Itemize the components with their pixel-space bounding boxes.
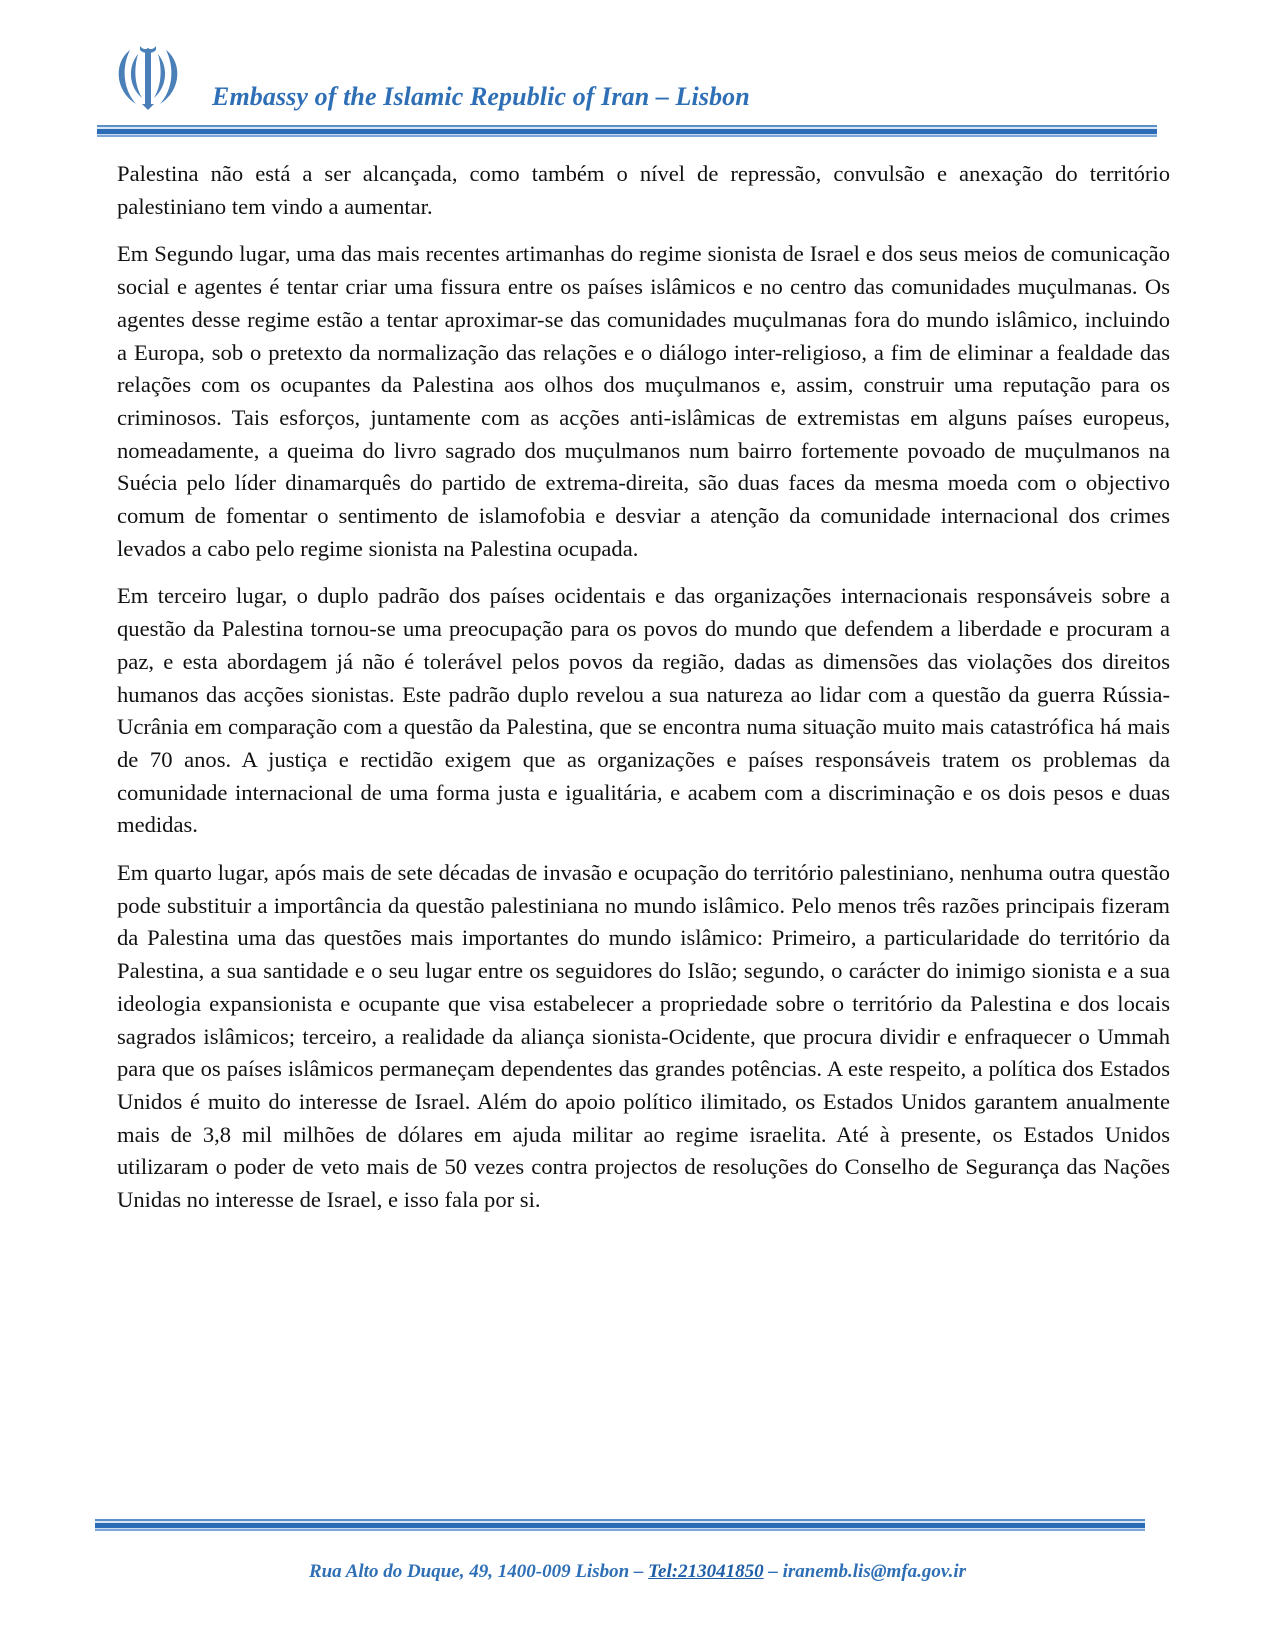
footer-separator: – [763, 1561, 783, 1582]
footer-tel-link[interactable]: Tel:213041850 [648, 1561, 764, 1582]
header-divider [97, 125, 1157, 137]
letter-body [117, 158, 1170, 1232]
embassy-title: Embassy of the Islamic Republic of Iran – Lisbon [212, 82, 750, 111]
paragraph: Em quarto lugar, após mais de sete décadas de invasão e ocupação do território palestiniano, nenhuma outra questão pode substituir a importância da questão palestiniana no mundo islâmico. Pelo menos três razões principais fizeram da Palestina uma das questões mais importantes do mundo islâmico: Primeiro, a particularidade do território da Palestina, a sua santidade e o seu lugar entre os seguidores do Islão; segundo, o carácter do inimigo sionista e a sua ideologia expansionista e ocupante que visa estabelecer a propriedade sobre o território da Palestina e dos locais sagrados islâmicos; terceiro, a realidade da aliança sionista-Ocidente, que procura dividir e enfraquecer o Ummah para que os países islâmicos permaneçam dependentes das grandes potências. A este respeito, a política dos Estados Unidos é muito do interesse de Israel. Além do apoio político ilimitado, os Estados Unidos garantem anualmente mais de 3,8 mil milhões de dólares em ajuda militar ao regime israelita. Até à presente, os Estados Unidos utilizaram o poder de veto mais de 50 vezes contra projectos de resoluções do Conselho de Segurança das Nações Unidas no interesse de Israel, e isso fala por si. [117, 860, 1170, 1213]
paragraph: Palestina não está a ser alcançada, como também o nível de repressão, convulsão e anexação do território palestiniano tem vindo a aumentar. [117, 161, 1170, 219]
footer-email: iranemb.lis@mfa.gov.ir [782, 1561, 967, 1582]
iran-emblem-icon [108, 42, 188, 112]
footer-address: Rua Alto do Duque, 49, 1400-009 Lisbon [308, 1561, 630, 1582]
paragraph: Em Segundo lugar, uma das mais recentes artimanhas do regime sionista de Israel e dos seus meios de comunicação social e agentes é tentar criar uma fissura entre os países islâmicos e no centro das comunidades muçulmanas. Os agentes desse regime estão a tentar aproximar-se das comunidades muçulmanas fora do mundo islâmico, incluindo a Europa, sob o pretexto da normalização das relações e o diálogo inter-religioso, a fim de eliminar a fealdade das relações com os ocupantes da Palestina aos olhos dos muçulmanos e, assim, construir uma reputação para os criminosos. Tais esforços, juntamente com as acções anti-islâmicas de extremistas em alguns países europeus, nomeadamente, a queima do livro sagrado dos muçulmanos num bairro fortemente povoado de muçulmanos na Suécia pelo líder dinamarquês do partido de extrema-direita, são duas faces da mesma moeda com o objectivo comum de fomentar o sentimento de islamofobia e desviar a atenção da comunidade internacional dos crimes levados a cabo pelo regime sionista na Palestina ocupada. [117, 241, 1170, 561]
paragraph: Em terceiro lugar, o duplo padrão dos países ocidentais e das organizações internacionais responsáveis sobre a questão da Palestina tornou-se uma preocupação para os povos do mundo que defendem a liberdade e procuram a paz, e esta abordagem já não é tolerável pelos povos da região, dadas as dimensões das violações dos direitos humanos das acções sionistas. Este padrão duplo revelou a sua natureza ao lidar com a questão da guerra Rússia-Ucrânia em comparação com a questão da Palestina, que se encontra numa situação muito mais catastrófica há mais de 70 anos. A justiça e rectidão exigem que as organizações e países responsáveis tratem os problemas da comunidade internacional de uma forma justa e igualitária, e acabem com a discriminação e os dois pesos e duas medidas. [117, 583, 1170, 838]
footer-separator: – [629, 1561, 649, 1582]
footer-contact [0, 1561, 1275, 1583]
footer-divider [95, 1519, 1145, 1531]
